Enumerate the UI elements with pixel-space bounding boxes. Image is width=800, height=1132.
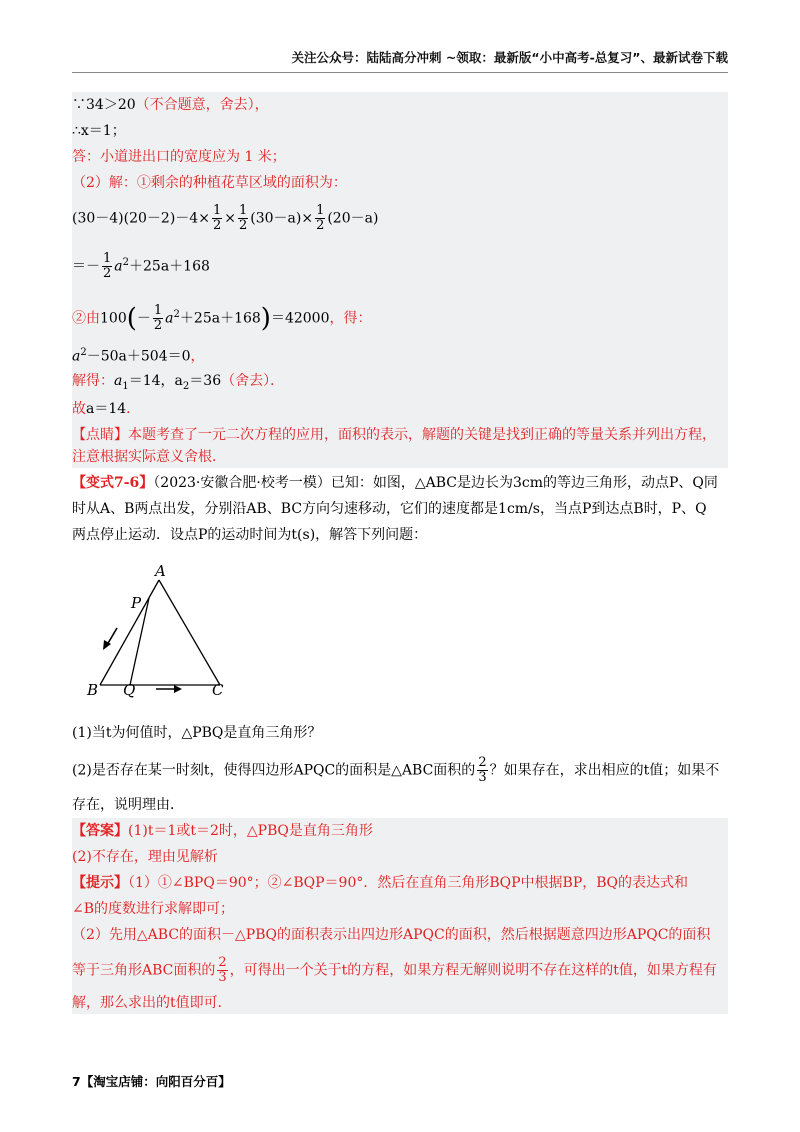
side-ac [159,580,220,685]
text: －50a＋504＝0 [86,348,191,365]
problem-line-1 [72,472,728,494]
text: （不合题意，舍去）， [135,97,269,113]
fraction: $\frac{1}{2}$ [316,203,325,233]
fraction: $\frac{2}{3}$ [478,755,487,785]
label-q: Q [123,681,136,699]
text: 2 [80,347,87,358]
arrow-q-head [174,685,182,693]
solution-block [72,92,728,468]
question-3: 存在，说明理由． [72,797,184,813]
text: （1）①∠BPQ＝90°；②∠BQP＝90°．然后在直角三角形BQP中根据BP，BQ的表达式和 [128,875,689,891]
hint-line-4 [72,956,717,985]
text: ＋25a＋168 [179,310,261,327]
text: ，可得出一个关于t的方程，如果方程无解则说明不存在这样的t值，如果方程有 [229,962,717,979]
triangle-figure [72,562,262,702]
fraction: $\frac{2}{3}$ [218,955,227,985]
solution-line-10 [72,400,140,418]
text: 1 [122,380,129,392]
hint-line-2: ∠B的度数进行求解即可； [72,901,235,917]
text: (1)t＝1或t＝2时，△PBQ是直角三角形 [128,823,373,839]
problem-line-2: 时从A、B两点出发，分别沿AB、BC方向匀速移动，它们的速度都是1cm/s，当点P到达点B时，P、Q [72,501,707,517]
text: ，得： [329,310,372,327]
question-2 [72,756,728,785]
text: 等于三角形ABC面积的 [72,962,216,979]
answer-block [72,818,728,1014]
label-a: A [155,562,166,580]
text: 2 [122,256,130,268]
answer-line-2: (2)不存在，理由见解析 [72,849,218,865]
solution-line-7: ②由100(－ $\frac{1}{2}$ $a^2+25a+168)=42000$，得： [72,303,372,334]
question-1: (1)当t为何值时，△PBQ是直角三角形？ [72,725,322,741]
side-ab [100,580,159,685]
text: － [136,310,151,327]
problem-line-3: 两点停止运动．设点P的运动时间为t(s)，解答下列问题： [72,527,428,543]
solution-line-9 [72,372,284,396]
solution-line-3: 答：小道进出口的宽度应为 1 米； [72,149,286,165]
text: ②由 [72,310,100,327]
page-footer: 7【淘宝店铺：向阳百分百】 [72,1074,231,1089]
text: ∵34＞20 [72,97,136,113]
solution-line-11: 【点睛】本题考查了一元二次方程的应用，面积的表示，解题的关键是找到正确的等量关系并列出方程， [72,427,716,443]
label-b: B [87,681,99,699]
label-p: P [131,594,142,612]
text: 2 [173,308,180,320]
text: × [224,210,236,227]
solution-line-4: （2）解：①剩余的种植花草区域的面积为： [72,175,347,191]
text: (30－a)× [250,210,314,227]
text: a [165,310,174,327]
solution-line-5 [72,204,378,233]
fraction: $\frac{1}{2}$ [103,251,112,281]
hint-line-5: 解，那么求出的t值即可． [72,995,232,1011]
text: 解得： [72,373,114,389]
text: ？如果存在，求出相应的t值；如果不 [489,762,720,779]
solution-line-6 [72,252,210,281]
solution-line-12: 注意根据实际意义舍根． [72,449,226,465]
text: ． [126,401,141,417]
header-rule [72,72,728,73]
solution-line-8 [72,344,205,366]
text: （2023·安徽合肥·校考一模）已知：如图，△ABC是边长为3cm的等边三角形，动点P、Q同 [153,475,718,491]
fraction: $\frac{1}{2}$ [238,203,248,233]
text: ＝－ [72,258,100,275]
text: (2)是否存在某一时刻t，使得四边形APQC的面积是△ABC面积的 [72,762,476,779]
hint-line-1 [72,874,688,892]
text: a [72,348,81,365]
problem-text [72,472,728,546]
text: a＝14 [86,401,127,417]
text: (20－a) [327,210,379,227]
text: ＋25a＋168 [129,258,210,275]
text: (30－4)(20－2)－4× [72,210,210,227]
fraction: $\frac{1}{2}$ [153,303,163,333]
text: ＝42000 [270,310,330,327]
hint-line-3: （2）先用△ABC的面积－△PBQ的面积表示出四边形APQC的面积，然后根据题意四边形APQC的面积 [72,927,711,943]
text: ， [190,348,205,365]
text: a [114,373,123,389]
text: 100 [100,310,127,327]
text: a [114,258,123,275]
text: （舍去）． [221,373,285,389]
problem-tag: 【变式7-6】 [72,475,154,491]
text: 2 [182,380,190,392]
answer-line-1 [72,822,373,840]
hint-tag: 【提示】 [72,875,128,891]
fraction: $\frac{1}{2}$ [212,203,222,233]
text: ＝36 [189,373,222,389]
page-header: 关注公众号：陆陆高分冲刺 ~领取：最新版“小中高考-总复习”、最新试卷下载 [291,50,728,65]
answer-tag: 【答案】 [72,823,128,839]
solution-line-1 [72,96,269,114]
label-c: C [212,681,224,699]
arrow-p-direction [107,628,117,645]
text: ＝14，a [128,373,183,389]
text: 故 [72,401,86,417]
solution-line-2: ∴x＝1； [72,123,126,139]
